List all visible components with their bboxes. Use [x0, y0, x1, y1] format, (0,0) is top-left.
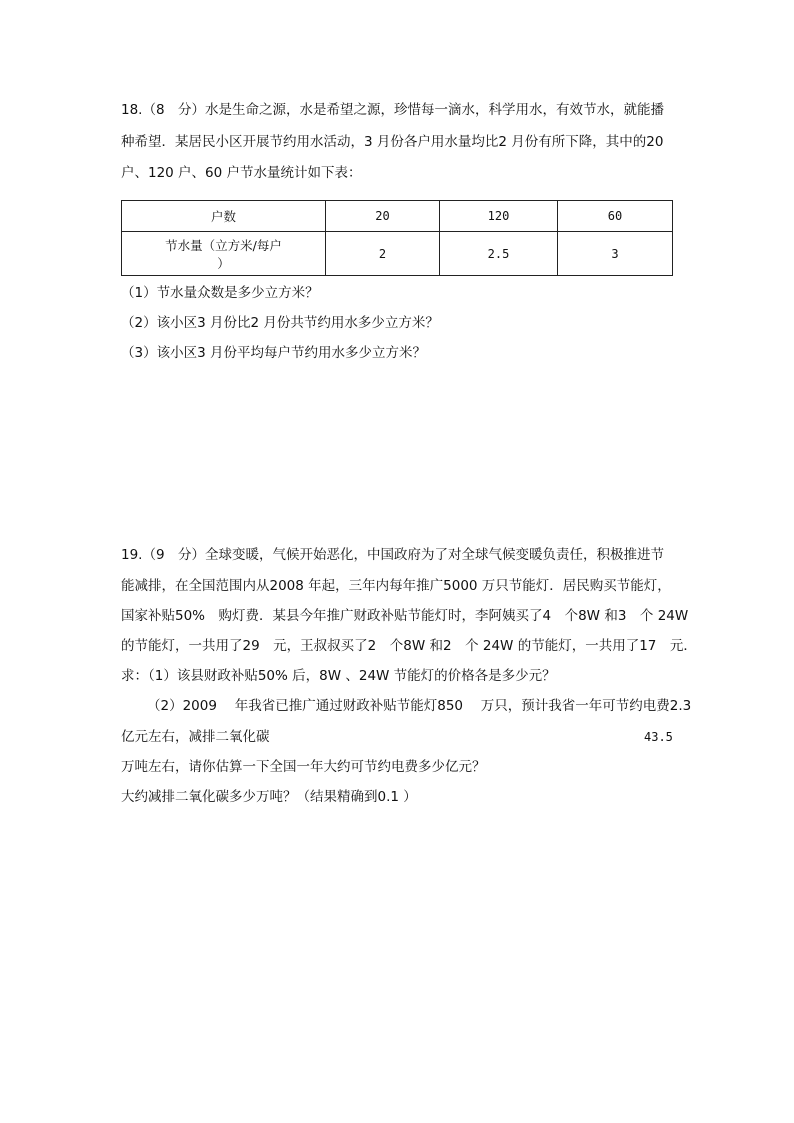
q19-line-6: （2）2009 年我省已推广通过财政补贴节能灯850 万只，预计我省一年可节约电费2.3 [147, 698, 692, 714]
q18-line-2: 种希望．某居民小区开展节约用水活动，3 月份各户用水量均比2 月份有所下降，其中的20 [121, 134, 664, 150]
table-cell: 20 [326, 201, 440, 232]
q18-line-3: 户、120 户、60 户节水量统计如下表： [121, 165, 362, 181]
q18-subquestion-2: （2）该小区3 月份比2 月份共节约用水多少立方米？ [121, 315, 439, 331]
table-row-households [122, 201, 673, 232]
q18-subquestion-3: （3）该小区3 月份平均每户节约用水多少立方米？ [121, 345, 426, 361]
table-cell: 2.5 [440, 232, 558, 276]
q19-line-8: 万吨左右，请你估算一下全国一年大约可节约电费多少亿元？ [121, 759, 486, 775]
q19-line-5: 求：（1）该县财政补贴50% 后，8W 、24W 节能灯的价格各是多少元？ [121, 668, 556, 684]
q18-line-1: 18.（8 分）水是生命之源，水是希望之源，珍惜每一滴水，科学用水，有效节水，就能播 [121, 102, 665, 118]
table-header-label-line-2: ） [217, 255, 230, 271]
table-header-label-line-1: 节水量（立方米/每户 [165, 237, 282, 253]
q19-line-7-left: 亿元左右，减排二氧化碳 [121, 729, 270, 745]
table-cell: 2 [326, 232, 440, 276]
q19-line-7-right: 43.5 [644, 730, 673, 744]
table-header-households: 户数 [122, 201, 326, 232]
q19-line-9: 大约减排二氧化碳多少万吨？（结果精确到0.1 ） [121, 789, 417, 805]
table-cell: 3 [558, 232, 673, 276]
q19-line-3: 国家补贴50% 购灯费．某县今年推广财政补贴节能灯时，李阿姨买了4 个8W 和3 个 24W [121, 608, 689, 624]
water-saving-table [121, 200, 673, 276]
q18-subquestion-1: （1）节水量众数是多少立方米？ [121, 285, 319, 301]
q19-line-4: 的节能灯，一共用了29 元，王叔叔买了2 个8W 和2 个 24W 的节能灯，一共用了17 元． [121, 638, 697, 654]
q19-line-1: 19.（9 分）全球变暖，气候开始恶化，中国政府为了对全球气候变暖负责任，积极推进节 [121, 547, 665, 563]
table-row-water-saved [122, 232, 673, 276]
q19-line-2: 能减排，在全国范围内从2008 年起，三年内每年推广5000 万只节能灯．居民购买节能灯， [121, 578, 671, 594]
table-cell: 60 [558, 201, 673, 232]
table-cell: 120 [440, 201, 558, 232]
table-header-water-saved [122, 232, 326, 276]
